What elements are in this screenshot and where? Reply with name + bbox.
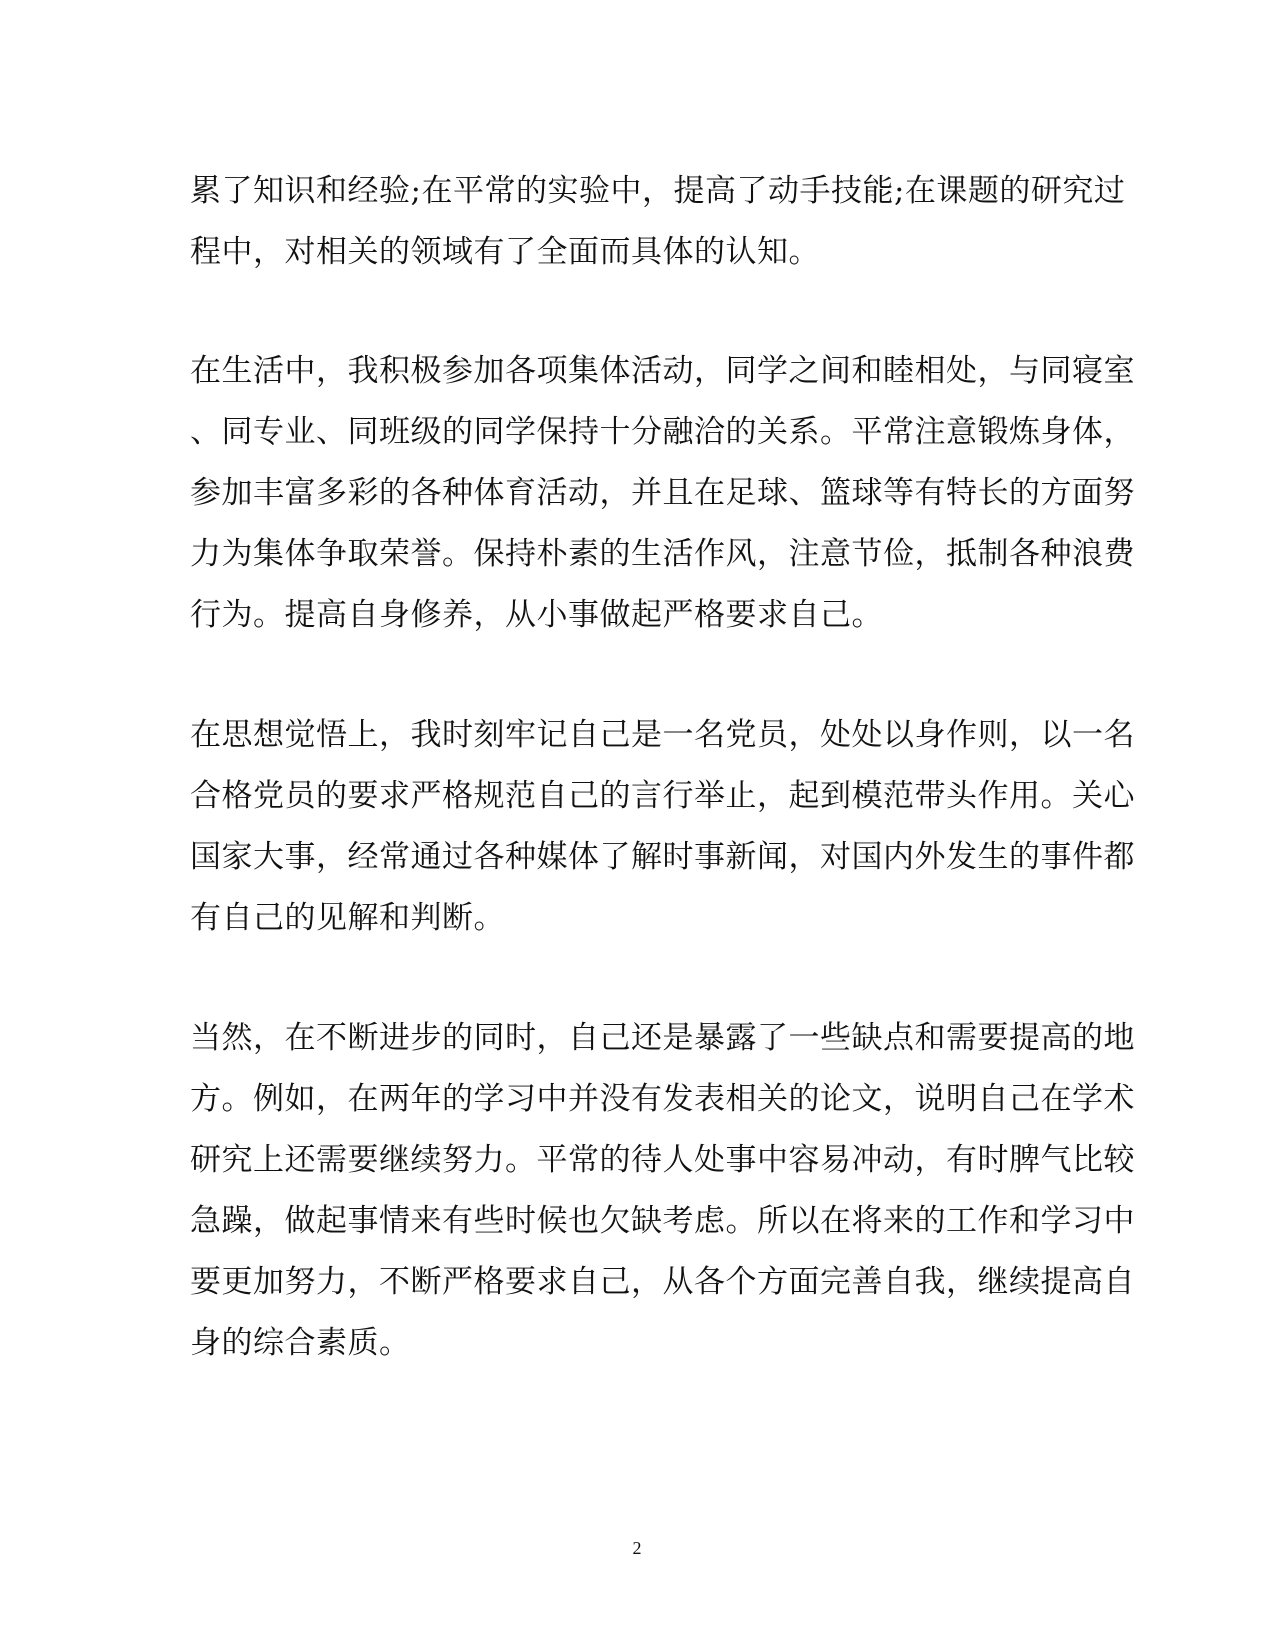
text-line: 要更加努力，不断严格要求自己，从各个方面完善自我，继续提高自 <box>190 1264 1135 1300</box>
text-line: 身的综合素质。 <box>190 1325 411 1361</box>
page-number: 2 <box>632 1538 642 1558</box>
text-line: 研究上还需要继续努力。平常的待人处事中容易冲动，有时脾气比较 <box>190 1142 1135 1178</box>
text-line: 方。例如，在两年的学习中并没有发表相关的论文，说明自己在学术 <box>190 1081 1135 1117</box>
text-line: 行为。提高自身修养，从小事做起严格要求自己。 <box>190 597 883 633</box>
text-line: 累了知识和经验;在平常的实验中，提高了动手技能;在课题的研究过 <box>190 173 1126 209</box>
text-line: 急躁，做起事情来有些时候也欠缺考虑。所以在将来的工作和学习中 <box>190 1203 1135 1239</box>
text-line: 、同专业、同班级的同学保持十分融洽的关系。平常注意锻炼身体， <box>190 414 1135 450</box>
text-line: 当然，在不断进步的同时，自己还是暴露了一些缺点和需要提高的地 <box>190 1020 1135 1056</box>
text-line: 程中，对相关的领域有了全面而具体的认知。 <box>190 234 820 270</box>
text-line: 在思想觉悟上，我时刻牢记自己是一名党员，处处以身作则，以一名 <box>190 717 1135 753</box>
text-line: 在生活中，我积极参加各项集体活动，同学之间和睦相处，与同寝室 <box>190 353 1135 389</box>
text-line: 合格党员的要求严格规范自己的言行举止，起到模范带头作用。关心 <box>190 778 1135 814</box>
text-line: 有自己的见解和判断。 <box>190 900 505 936</box>
text-line: 参加丰富多彩的各种体育活动，并且在足球、篮球等有特长的方面努 <box>190 475 1135 511</box>
text-line: 国家大事，经常通过各种媒体了解时事新闻，对国内外发生的事件都 <box>190 839 1135 875</box>
text-line: 力为集体争取荣誉。保持朴素的生活作风，注意节俭，抵制各种浪费 <box>190 536 1135 572</box>
